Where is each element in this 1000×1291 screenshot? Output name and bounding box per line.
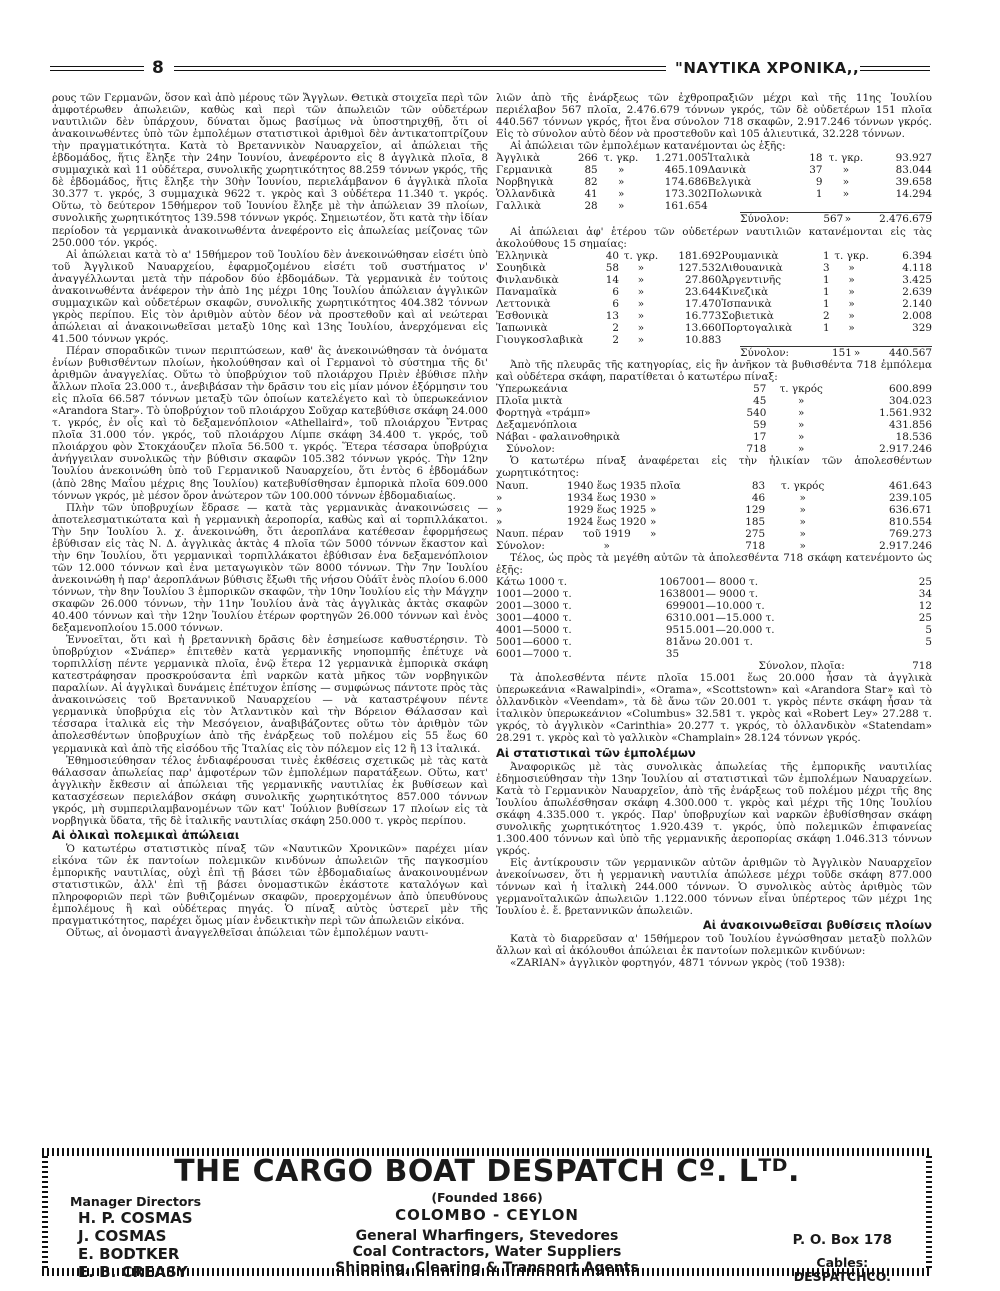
table-cell: Ναυπ. πέραν: [496, 527, 564, 540]
table-cell: 17.470: [684, 297, 722, 310]
table-cell: »: [798, 431, 805, 444]
table-cell: 2: [823, 309, 830, 322]
table-cell: Ναυπ.: [496, 479, 529, 492]
table-cell: 1940 ἕως 1935: [567, 479, 647, 492]
table-cell: 69: [665, 599, 680, 612]
table-cell: Δανικὰ: [707, 164, 747, 177]
table-cell: »: [842, 176, 850, 189]
table-row: [496, 504, 932, 516]
table-row: [496, 262, 932, 274]
paragraph: Ἐθημοσιεύθησαν τέλος ἐνδιαφέρουσαι τινὲς ἐκθέσεις σχετικῶς μὲ τὰς κατὰ θάλασσαν ἀπωλείας παρ' ἀμφοτέρων τῶν ἐμπολέμων παρατάξεων. Οὕτω, κατ' ἀγγλικὴν ἔκθεσιν αἱ ἀπώλειαι τῆς γερμανικῆς ναυτιλίας ἐκ βυθίσεων καὶ κατασχέσεων περιελάβον σκάφη συνολικῆς χωρητικότητος 857.000 τόννων γκρός, μὴ συμπεριλαμβανομένων τῶν κατ' Ἰούλιον βυθίσεων 17 πλοίων εἰς τὰ νορβηγικὰ ὕδατα, τῆς δὲ ἰταλικῆς ναυτιλίας σκάφη 250.000 τ. γκρὸς περίπου.: [52, 754, 488, 827]
table-cell: 1934 ἕως 1930: [567, 491, 647, 504]
table-cell: »: [799, 515, 806, 528]
table-cell: 37: [809, 164, 823, 177]
total-tonnage: 2.917.246: [879, 539, 932, 552]
table-cell: 3: [823, 261, 830, 274]
paragraph: Ὁ κατωτέρω στατιστικὸς πίναξ τῶν «Ναυτικῶν Χρονικῶν» παρέχει μίαν εἰκόνα τῶν ἐκ παντοίων πολεμικῶν κινδύνων ἀπωλειῶν τῆς παγκοσμίου ἐμπορικῆς ναυτιλίας, οὐχὶ ἐπὶ τῇ βάσει τῶν ἑβδομαδιαίως ἀνακοινουμένων στατιστικῶν, ἀλλ' ἐπὶ τῇ βάσει ὀνομαστικῶν ἑκάστοτε καταλόγων καὶ πληροφοριῶν περὶ τῶν βυθιζομένων σκαφῶν, προερχομένων ἀπὸ ὑπευθύνους ἐμπολέμους ἢ καὶ οὐδέτερας πηγάς. Ὁ πίναξ αὐτὸς ὑστερεῖ μὲν τῆς πραγματικότητος, παρέχει ὅμως μίαν ἐνδεικτικὴν περὶ τῶν ἀπωλειῶν εἰκόνα.: [52, 842, 488, 928]
table-cell: »: [637, 273, 645, 286]
service-line: General Wharfingers, Stevedores: [355, 1228, 619, 1244]
table-cell: 59: [753, 419, 767, 432]
table-cell: Γαλλικὰ: [496, 200, 541, 213]
table-cell: 41: [584, 188, 598, 201]
table-row: [496, 152, 932, 164]
header-rule-left: [50, 66, 144, 71]
table-cell: ἄνω 20.001 τ.: [679, 636, 753, 649]
table-cell: [822, 200, 869, 212]
manager-name: J. COSMAS: [78, 1227, 167, 1245]
table-row: [496, 383, 932, 395]
table-cell: 810.554: [889, 515, 932, 528]
total-count: 151: [820, 346, 852, 359]
total-label: Σύνολον:: [506, 443, 555, 456]
cargo-boat-advertisement: [42, 1148, 932, 1284]
table-cell: 1.561.932: [879, 407, 932, 420]
table-cell: Λιθουανικὰ: [721, 261, 783, 274]
table-cell: [800, 334, 829, 346]
table-row: [496, 176, 932, 188]
table-cell: »: [798, 407, 805, 420]
table-cell: [708, 200, 791, 212]
table-row: [496, 250, 932, 262]
table-cell: Γερμανικὰ: [496, 164, 553, 177]
table-cell: τ. γκρ.: [603, 152, 639, 165]
table-cell: 6001—7000 τ.: [496, 648, 572, 661]
table-cell: 2.639: [902, 285, 932, 298]
table-cell: »: [798, 395, 805, 408]
paragraph: Οὕτως, αἱ ὀνομαστὶ ἀναγγελθεῖσαι ἀπώλειαι τῶν ἐμπολέμων ναυτι-: [66, 927, 429, 940]
table-cell: Παναμαϊκὰ: [496, 285, 557, 298]
table-cell: Φορτηγὰ «τράμπ»: [496, 407, 591, 420]
table-cell: 769.273: [889, 527, 932, 540]
table-cell: 4001—5000 τ.: [496, 624, 572, 637]
table-cell: 46: [751, 491, 766, 504]
table-cell: 6.394: [902, 249, 932, 262]
table-cell: τ. γκρ.: [828, 152, 864, 165]
table-cell: τ. γκρός: [781, 479, 825, 492]
table-cell: 35: [665, 648, 680, 661]
table-cell: 13.660: [684, 321, 722, 334]
table-cell: Ἀργεντινῆς: [721, 273, 782, 286]
table-cell: 85: [584, 164, 598, 177]
table-cell: »: [637, 297, 645, 310]
total-unit: »: [853, 346, 861, 359]
total-count: 567: [813, 213, 843, 226]
table-cell: 1.271.005: [654, 152, 708, 165]
table-cell: 9001—10.000 τ.: [679, 599, 765, 612]
table-row: [496, 419, 932, 431]
table-cell: [679, 648, 845, 660]
paragraph: Εἰς ἀντίκρουσιν τῶν γερμανικῶν αὐτῶν ἀριθμῶν τὸ Ἀγγλικὸν Ναυαρχεῖον ἀνεκοίνωσεν, ὅτι ἡ γερμανικὴ ναυτιλία ἀπώλεσε μέχρι τοῦδε σκάφη 877.000 τόννων καὶ ἡ ἰταλικὴ 244.000 τόννων. Ὁ συνολικὸς αὐτὸς ἀριθμὸς τῶν γερμανοϊταλικῶν ἀπωλειῶν 1.122.000 τόννων εἶναι ὑπέρτερος τῶν μέχρι 1ης Ἰουλίου ἐ. ἔ. βρεταννικῶν ἀπωλειῶν.: [496, 856, 932, 918]
table-cell: 5: [925, 624, 932, 637]
table-row: [496, 648, 932, 660]
table-row: [496, 636, 932, 648]
paragraph: Ἐννοεῖται, ὅτι καὶ ἡ βρεταννικὴ δρᾶσις δὲν ἐσημείωσε καθυστέρησιν. Τὸ ὑποβρύχιον «Σνάπερ» ἐπιτεθὲν κατὰ γερμανικῆς νηοπομπῆς ἐπέτυχε νὰ τορπιλλίσῃ πέντε γερμανικὰ πλοῖα, ἐνῷ ἕτερα 12 γερμανικὰ ἐμπορικὰ σκάφη κατεστράφησαν προσκρούσαντα ἐπὶ ναρκῶν κατὰ μῆκος τῶν νορβηγικῶν παραλίων. Αἱ ἀγγλικαὶ δυνάμεις ἐπέτυχον ἐπίσης — συμφώνως πάντοτε πρὸς τὰς ἀνακοινώσεις τοῦ Βρεταννικοῦ Ναυαρχείου — νὰ καταστρέψουν πέντε γερμανικὰ ὑποβρύχια εἰς τὸν Ἀτλαντικὸν καὶ τὴν Βόρειον Θάλασσαν καὶ τέσσαρα ἰταλικὰ εἰς τὴν Μεσόγειον, ἀναβιβάζοντες οὕτω τὸν ἀριθμὸν τῶν ἀπολεσθέντων ὑποβρυχίων ἀπὸ τῆς ἐνάρξεως τοῦ πολέμου εἰς 55 ἕως 60 γερμανικὰ καὶ ἀπὸ τῆς εἰσόδου τῆς Ἰταλίας εἰς τὸν πόλεμον εἰς 12 ἢ 13 ἰταλικά.: [52, 634, 488, 755]
paragraph: ρους τῶν Γερμανῶν, ὅσον καὶ ἀπὸ μέρους τῶν Ἄγγλων. Θετικὰ στοιχεῖα περὶ τῶν ἀμφοτέρωθεν ἀπωλειῶν, καθὼς καὶ περὶ τῶν ἀπωλειῶν τῶν οὐδετέρων ναυτιλιῶν δὲν ὑπάρχουν, δύναται ὅμως βασίμως νὰ ὑποστηριχθῇ, ὅτι οἱ ἀνακοινωθέντες ὑπὸ τῶν ἐμπολέμων στατιστικοὶ ἀριθμοὶ δὲν ἀντικατοπτρίζουν τὴν πραγματικότητα. Κατὰ τὸ Βρεταννικὸν Ναυαρχεῖον, αἱ ἀπώλειαι τῆς ἑβδομάδος, ἥτις ἔληξε τὴν 24ην Ἰουνίου, ἀνεφέροντο εἰς 8 ἀγγλικὰ πλοῖα, 8 συμμαχικὰ καὶ 11 οὐδέτερα, συνολικῆς χωρητικότητος 88.259 τόννων γκρός, τῆς δὲ ἑβδομάδος, ἥτις ἔληξε τὴν 30ὴν Ἰουνίου, περιελάμβανον 6 ἀγγλικὰ πλοῖα 30.377 τ. γκρός, 3 συμμαχικὰ 9622 τ. γκρὸς καὶ 3 οὐδέτερα 11.340 τ. γκρός. Οὕτω, τὸ δεύτερον 15θήμερον τοῦ Ἰουνίου ἔληξε μὲ τὴν ἀπώλειαν 39 πλοίων, συνολικῆς χωρητικότητος 139.598 τόννων γκρός. Σημειωτέον, ὅτι κατὰ τὴν ἰδίαν περίοδον τὰ γερμανικὰ ἀνακοινωθέντα ἀνεφέροντο εἰς ἀπωλείας μείζονας τῶν 250.000 τόν. γκρός.: [52, 92, 488, 249]
total-count: 718: [746, 443, 767, 456]
table-row: [496, 600, 932, 612]
table-row: [496, 612, 932, 624]
table-cell: »: [649, 527, 657, 540]
table-cell: 1: [815, 188, 823, 201]
cables-label: Cables:: [816, 1255, 869, 1270]
paragraph: Ἀναφορικῶς μὲ τὰς συνολικὰς ἀπωλείας τῆς ἐμπορικῆς ναυτιλίας ἐδημοσιεύθησαν τὴν 13ην Ἰουλίου αἱ στατιστικαὶ τῶν ἐμπολέμων Ναυαρχείων. Κατὰ τὸ Γερμανικὸν Ναυαρχεῖον, ἀπὸ τῆς ἐνάρξεως τοῦ πολέμου μέχρι τῆς 8ης Ἰουλίου ἀπωλέσθησαν σκάφη 4.300.000 τ. γκρὸς καὶ μέχρι τῆς 10ης Ἰουλίου σκάφη 4.335.000 τ. γκρός. Παρ' ὑποβρυχίων καὶ ναρκῶν ἐβυθίσθησαν σκάφη συνολικῆς χωρητικότητος 1.920.439 τ. γκρός, ὑπὸ πολεμικῶν ἐπιφανείας 1.300.400 τόννων καὶ ὑπὸ τῆς γερμανικῆς ἀεροπορίας σκάφη 1.046.313 τόννων γκρός.: [496, 760, 932, 857]
table-cell: Δεξαμενόπλοια: [496, 419, 578, 432]
table-cell: 16.773: [684, 309, 722, 322]
table-cell: 2: [612, 333, 620, 346]
table-row: [496, 431, 932, 443]
paragraph: Ἀπὸ τῆς πλευρᾶς τῆς κατηγορίας, εἰς ἣν ἀνῆκον τὰ βυθισθέντα 718 ἐμπόλεμα καὶ οὐδέτερα σκάφη, παρατίθεται ὁ κατωτέρω πίναξ:: [496, 359, 932, 384]
table-cell: Κινεζικὰ: [721, 285, 769, 298]
paragraph: Κατὰ τὸ διαρρεῦσαν α' 15θήμερον τοῦ Ἰουλίου ἐγνώσθησαν μεταξὺ πολλῶν ἄλλων καὶ αἱ ἀκόλουθοι ἀπώλειαι ἐκ παντοίων πολεμικῶν κινδύνων:: [496, 933, 932, 958]
firm-location: COLOMBO - CEYLON: [395, 1206, 579, 1224]
table-cell: »: [649, 515, 657, 528]
table-cell: »: [617, 188, 625, 201]
table-cell: Ὑπερωκεάνια: [496, 383, 568, 396]
ship-size-table: [496, 576, 932, 672]
contact-block: [793, 1232, 892, 1284]
table-row: [496, 298, 932, 310]
table-cell: 83: [751, 479, 766, 492]
paragraph: Πλὴν τῶν ὑποβρυχίων ἔδρασε — κατὰ τὰς γερμανικὰς ἀνακοινώσεις — ἀποτελεσματικώτατα καὶ ἡ γερμανικὴ ἀεροπορία, καθὼς καὶ αἱ τορπιλλάκατοι. Τὴν 5ην Ἰουλίου λ. χ. ἀνεκοινώθη, ὅτι ἀεροπλάνα κατέθεσαν ἐφορμήσεως ἐβύθισαν εἰς τὰς Ν. Δ. ἀγγλικὰς ἀκτὰς 4 πλοῖα τῶν 5000 τόννων ἕκαστον καὶ τὴν 6ην Ἰουλίου, ὅτι γερμανικαὶ τορπιλλάκατοι ἐβύθισαν ἐνα δεξαμενόπλοιον τῶν 12.000 τόννων καὶ ἐνα μεταγωγικὸν τῶν 8000 τόννων. Τὴν 7ην Ἰουλίου ἀνεκοινώθη ἡ παρ' ἀεροπλάνων βύθισις ἔξωθι τῆς νήσου Οὐάϊτ ἑνὸς πλοίου 6.000 τόννων, τὴν 8ην Ἰουλίου 3 ἐμπορικῶν σκαφῶν, τὴν 10ην Ἰουλίου εἰς τὴν Μάγχην σκαφῶν 26.000 τόννων, τὴν 11ην Ἰουλίου ἀνὰ τὰς ἀγγλικὰς ἀκτὰς σκαφῶν 40.400 τόννων καὶ τὴν 12ην Ἰουλίου ἑτέρων φορτηγῶν 26.000 τόννων καὶ ἑνὸς δεξαμενοπλοίου 15.000 τόννων.: [52, 501, 488, 635]
total-unit: »: [798, 443, 805, 456]
table-cell: [869, 200, 932, 212]
neutral-total: [496, 346, 932, 359]
table-cell: »: [617, 164, 625, 177]
table-cell: 1: [823, 297, 830, 310]
service-line: Shipping, Clearing & Transport Agents: [335, 1260, 639, 1276]
table-row: [496, 322, 932, 334]
table-cell: »: [848, 297, 855, 310]
table-cell: [791, 200, 822, 212]
table-cell: »: [637, 309, 645, 322]
total-label: Σύνολον:: [496, 539, 545, 552]
table-cell: »: [649, 503, 657, 516]
table-cell: Νορβηγικὰ: [496, 176, 554, 189]
table-cell: »: [496, 515, 503, 528]
table-cell: 3.425: [902, 273, 932, 286]
table-cell: 636.671: [889, 503, 932, 516]
table-cell: 1: [823, 273, 830, 286]
table-cell: πλοῖα: [649, 479, 681, 492]
table-cell: »: [842, 164, 850, 177]
table-cell: 127.532: [678, 261, 722, 274]
table-row: [496, 588, 932, 600]
table-cell: 28: [584, 200, 598, 213]
table-row: [496, 334, 932, 346]
total-label: Σύνολον:: [740, 346, 819, 359]
table-cell: 163: [659, 587, 680, 600]
table-row: [496, 310, 932, 322]
header-rule-right: [860, 66, 930, 71]
table-cell: [845, 648, 932, 660]
table-cell: 1924 ἕως 1920: [567, 515, 647, 528]
table-cell: 275: [745, 527, 766, 540]
table-cell: Κάτω 1000 τ.: [496, 575, 568, 588]
table-cell: »: [637, 333, 645, 346]
table-cell: [873, 334, 932, 346]
table-cell: Ἰσπανικὰ: [721, 297, 772, 310]
table-cell: τοῦ 1919: [582, 527, 631, 540]
table-cell: »: [848, 309, 855, 322]
table-cell: Νάβαι - φαλαινοθηρικὰ: [496, 431, 621, 444]
table-cell: 239.105: [889, 491, 932, 504]
table-cell: »: [637, 261, 645, 274]
table-cell: 57: [753, 383, 767, 396]
table-cell: [830, 334, 874, 346]
table-cell: [721, 334, 800, 346]
total-count: 718: [745, 539, 766, 552]
table-cell: 304.023: [889, 395, 932, 408]
table-cell: 431.856: [889, 419, 932, 432]
total-tonnage: 2.917.246: [879, 443, 932, 456]
table-cell: 6: [612, 285, 620, 298]
ship-age-table: [496, 480, 932, 552]
table-row: [496, 480, 932, 492]
table-cell: 266: [577, 152, 598, 165]
paragraph: Αἱ ἀπώλειαι κατὰ τὸ α' 15θήμερον τοῦ Ἰουλίου δὲν ἀνεκοινώθησαν εἰσέτι ὑπὸ τοῦ Ἀγγλικοῦ Ναυαρχείου, ἐφαρμοζομένου εἰσέτι τοῦ συστήματος ν' ἀναγγέλλωνται μετὰ τὴν πάροδον δύο ἑβδομάδων. Τὰ γερμανικὰ ἐν τούτοις ἀνακοινωθέντα ἀνέφερον τὴν ἀπὸ 1ης μέχρι 10ης Ἰουλίου ἀπώλειαν ἀγγλικῶν συμμαχικῶν καὶ οὐδετέρων σκαφῶν, συνολικῆς χωρητικότητος 404.382 τόννων γκρὸς περίπου. Εἰς τὸν ἀριθμὸν αὐτὸν δέον νὰ προστεθοῦν καὶ αἱ νεώτεραι ἀπώλειαι αἱ ἀνακοινωθεῖσαι μεταξὺ 10ης καὶ 13ης Ἰουλίου, ἀνερχόμεναι εἰς 41.500 τόννων γκρός.: [52, 248, 488, 345]
table-cell: 106: [659, 575, 680, 588]
table-cell: 45: [753, 395, 767, 408]
table-cell: 25: [918, 612, 932, 625]
table-cell: Πολωνικὰ: [707, 188, 763, 201]
table-cell: »: [496, 503, 503, 516]
paragraph: Τέλος, ὡς πρὸς τὰ μεγέθη αὐτῶν τὰ ἀπολεσθέντα 718 σκάφη κατενέμοντο ὡς ἑξῆς:: [496, 551, 932, 576]
table-cell: »: [848, 285, 855, 298]
table-cell: »: [799, 527, 806, 540]
table-cell: 461.643: [889, 479, 932, 492]
table-cell: Πλοῖα μικτὰ: [496, 395, 563, 408]
belligerent-losses-table: [496, 152, 932, 212]
table-cell: 4.118: [902, 261, 932, 274]
table-cell: 39.658: [895, 176, 932, 189]
paragraph: «ZARIAN» ἀγγλικὸν φορτηγόν, 4871 τόννων γκρὸς (τοῦ 1938):: [510, 957, 846, 970]
table-cell: Πορτογαλικὰ: [721, 321, 793, 334]
table-cell: 129: [745, 503, 766, 516]
table-cell: 3001—4000 τ.: [496, 612, 572, 625]
table-cell: 173.302: [664, 188, 708, 201]
page-number: 8: [152, 58, 164, 78]
total-marker: »: [603, 539, 610, 552]
table-cell: 540: [746, 407, 767, 420]
table-cell: 2001—3000 τ.: [496, 599, 572, 612]
paragraph: Πέραν σποραδικῶν τινων περιπτώσεων, καθ' ἃς ἀνεκοινώθησαν τὰ ὀνόματα ἐνίων βυθισθέντων πλοίων, ἠκολούθησαν καὶ οἱ Γερμανοὶ τὸ σύστημα τῆς δι' ἀριθμῶν ἀναγγελίας. Οὕτω τὸ ὑποβρύχιον τοῦ πλοιάρχου Πριὲν ἐβύθισε πλὴν ἄλλων πλοῖα 23.000 τ., ἀνεβιβάσαν τὴν δρᾶσιν του εἰς μίαν μόνον ἐξόρμησιν του εἰς πλοῖα 66.587 τόννων μεταξὺ τῶν ὁποίων κατελέγετο καὶ τὸ ὑπερωκεάνιον «Arandora Star». Τὸ ὑποβρύχιον τοῦ πλοιάρχου Σοῦχαρ κατεβύθισε σκάφη 24.000 τ. γκρός, ἐν οἷς καὶ τὸ δεξαμενόπλοιον «Athellaird», τοῦ πλοιάρχου Ἔντρας πλοῖα 31.000 τόν. γκρός, τοῦ πλοιάρχου Λίμπε σκάφη 34.400 τ. γκρός, τοῦ πλοιάρχου φὸν Στοκχάουζεν πλοῖα 56.500 τ. γκρός. Ἕτερα τέσσαρα ὑποβρύχια ἀνήγγειλαν συνολικῶς τὴν βύθισιν σκαφῶν 105.382 τόννων γκρός. Τὴν 12ην Ἰουλίου ἀνεκοινώθη ὑπὸ τοῦ Γερμανικοῦ Ναυαρχείου, ὅτι ἐντὸς 6 ἑβδομάδων (ἀπὸ 28ης Μαΐου μέχρις 8ης Ἰουλίου) κατεβυθίσθησαν ἐμπορικὰ πλοῖα 609.000 τόννων γκρός, μὲ μέσον ὅρον ἀνώτερον τῶν 100.000 τόννων ἑβδομαδιαίως.: [52, 344, 488, 502]
table-row: [496, 188, 932, 200]
total-unit: »: [799, 539, 806, 552]
page-header: [50, 58, 930, 80]
belligerent-total: [496, 212, 932, 225]
service-line: Coal Contractors, Water Suppliers: [352, 1244, 622, 1260]
table-cell: 15.001—20.000 τ.: [679, 624, 775, 637]
section-heading: Αἱ στατιστικαὶ τῶν ἐμπολέμων: [496, 745, 696, 760]
table-cell: 82: [584, 176, 598, 189]
table-cell: 40: [605, 249, 620, 262]
manager-name: E. BODTKER: [78, 1245, 180, 1263]
table-cell: 9: [815, 176, 823, 189]
table-row: [496, 164, 932, 176]
table-cell: »: [798, 419, 805, 432]
table-cell: 63: [665, 612, 680, 625]
table-cell: 600.899: [889, 383, 932, 396]
table-cell: 161.654: [664, 200, 708, 213]
paragraph: Τὰ ἀπολεσθέντα πέντε πλοῖα 15.001 ἕως 20.000 ἦσαν τὰ ἀγγλικὰ ὑπερωκεάνια «Rawalpindi», «Orama», «Scottstown» καὶ «Arandora Star» καὶ τὸ ὁλλανδικὸν «Veendam», τὰ δὲ ἄνω τῶν 20.001 τ. γκρὸς πέντε σκάφη ἦσαν τὰ ἰταλικὸν ὑπερωκεάνιον «Columbus» 32.581 τ. γκρὸς καὶ «Robert Ley» 27.288 τ. γκρός, τὸ ἀγγλικὸν «Carinthia» 20.277 τ. γκρός, τὸ ὁλλανδικὸν «Statendam» 28.291 τ. γκρὸς καὶ τὸ γαλλικὸν «Champlain» 28.124 τόννων γκρός.: [496, 672, 932, 745]
manager-name: E. B. CREASY: [78, 1263, 188, 1281]
table-cell: 8001— 9000 τ.: [679, 587, 759, 600]
table-cell: 5001—6000 τ.: [496, 636, 572, 649]
table-cell: 27.860: [684, 273, 722, 286]
table-cell: »: [848, 273, 855, 286]
table-cell: »: [617, 200, 625, 213]
paragraph: λιῶν ἀπὸ τῆς ἐνάρξεως τῶν ἐχθροπραξιῶν μέχρι καὶ τῆς 11ης Ἰουλίου περιέλαβον 567 πλοῖα, 2.476.679 τόννων γκρός, τῶν δὲ οὐδετέρων 151 πλοῖα 440.567 τόννων γκρός, ἤτοι ἕνα σύνολον 718 σκαφῶν, 2.917.246 τόννων γκρός. Εἰς τὸ σύνολον αὐτὸ δέον νὰ προστεθοῦν καὶ 105 ἁλιευτικά, 32.228 τόννων.: [496, 92, 932, 141]
firm-name: THE CARGO BOAT DESPATCH Cº. Lᵀᴰ.: [174, 1154, 800, 1189]
table-cell: »: [848, 261, 855, 274]
table-cell: Ἐσθονικὰ: [496, 309, 549, 322]
total-count: 718: [912, 660, 932, 673]
manager-name: H. P. COSMAS: [78, 1209, 193, 1227]
total-unit: »: [844, 213, 852, 226]
table-cell: 2: [612, 321, 620, 334]
paragraph: Αἱ ἀπώλειαι ἀφ' ἑτέρου τῶν οὐδετέρων ναυτιλιῶν κατανέμονται εἰς τὰς ἀκολούθους 15 σημαίας:: [496, 225, 932, 250]
table-cell: 2.140: [902, 297, 932, 310]
table-cell: 1001—2000 τ.: [496, 587, 572, 600]
header-rule-middle: [174, 66, 666, 71]
publication-title: "ΝΑΥΤΙΚΑ ΧΡΟΝΙΚΑ,,: [675, 59, 860, 77]
table-cell: »: [617, 176, 625, 189]
table-cell: 6: [612, 297, 620, 310]
table-cell: Ρουμανικὰ: [721, 249, 779, 262]
table-cell: 12: [918, 599, 932, 612]
table-cell: »: [799, 503, 806, 516]
paragraph: Αἱ ἀπώλειαι τῶν ἐμπολέμων κατανέμονται ὡς ἑξῆς:: [510, 140, 786, 153]
table-cell: 18.536: [895, 431, 932, 444]
table-cell: »: [799, 491, 806, 504]
table-cell: Ἀγγλικὰ: [496, 152, 541, 165]
section-heading: Αἱ ἀνακοινωθεῖσαι βυθίσεις πλοίων: [702, 918, 932, 933]
table-row: [496, 395, 932, 407]
table-cell: Γιουγκοσλαβικὰ: [496, 333, 584, 346]
table-cell: 174.686: [664, 176, 708, 189]
table-cell: »: [637, 285, 645, 298]
total-tonnage: 440.567: [862, 346, 932, 359]
table-cell: 13: [605, 309, 620, 322]
table-cell: Βελγικὰ: [707, 176, 752, 189]
table-cell: 81: [665, 636, 680, 649]
table-cell: 83.044: [895, 164, 932, 177]
table-cell: 329: [912, 321, 932, 334]
table-row: [496, 407, 932, 419]
table-cell: 14: [605, 273, 620, 286]
table-cell: 10.883: [684, 333, 722, 346]
table-row: [496, 200, 932, 212]
table-cell: 58: [605, 261, 620, 274]
section-heading: Αἱ ὁλικαὶ πολεμικαὶ ἀπώλειαι: [52, 827, 240, 842]
table-cell: 1: [823, 285, 830, 298]
table-cell: Φινλανδικὰ: [496, 273, 559, 286]
table-cell: τ. γκρ.: [834, 249, 869, 262]
po-box: P. O. Box 178: [792, 1232, 892, 1248]
table-cell: 185: [745, 515, 766, 528]
table-cell: 14.294: [895, 188, 932, 201]
total-tonnage: 2.476.679: [853, 213, 932, 226]
table-cell: 23.644: [684, 285, 722, 298]
table-cell: 1929 ἕως 1925: [567, 503, 647, 516]
table-row: [496, 286, 932, 298]
table-row: [496, 624, 932, 636]
table-cell: Ἰαπωνικὰ: [496, 321, 548, 334]
table-cell: Ἑλληνικὰ: [496, 249, 549, 262]
table-row: [496, 516, 932, 528]
managers-heading: Manager Directors: [70, 1194, 202, 1209]
table-cell: Ὁλλανδικὰ: [496, 188, 556, 201]
table-cell: 2.008: [902, 309, 932, 322]
table-cell: 17: [753, 431, 767, 444]
table-row: [496, 274, 932, 286]
table-cell: 465.109: [664, 164, 708, 177]
total-label: Σύνολον:: [740, 213, 813, 226]
table-cell: »: [637, 321, 645, 334]
table-cell: Ἰταλικὰ: [707, 152, 751, 165]
table-row: [496, 528, 932, 540]
table-cell: 1: [823, 249, 830, 262]
table-cell: 95: [665, 624, 680, 637]
ship-category-table: [496, 383, 932, 455]
total-label: Σύνολον, πλοῖα:: [758, 660, 845, 673]
table-cell: 25: [918, 575, 932, 588]
table-cell: 10.001—15.000 τ.: [679, 612, 775, 625]
table-cell: 7001— 8000 τ.: [679, 575, 759, 588]
table-cell: 18: [809, 152, 823, 165]
table-cell: Λεττονικὰ: [496, 297, 551, 310]
table-cell: τ. γκρ.: [623, 249, 659, 262]
table-cell: 1: [823, 321, 830, 334]
cables-address: DESPATCHCO.: [793, 1269, 891, 1284]
founded-line: (Founded 1866): [431, 1190, 543, 1205]
right-column: [496, 92, 932, 969]
table-cell: 5: [925, 636, 932, 649]
neutral-losses-table: [496, 250, 932, 346]
table-row: [496, 576, 932, 588]
left-column: [52, 92, 488, 939]
table-cell: »: [649, 491, 657, 504]
table-cell: »: [848, 321, 855, 334]
table-cell: Σουηδικὰ: [496, 261, 546, 274]
table-cell: Σοβιετικὰ: [721, 309, 774, 322]
table-cell: »: [842, 188, 850, 201]
table-row: [496, 492, 932, 504]
table-cell: 93.927: [895, 152, 932, 165]
table-cell: 34: [918, 587, 932, 600]
table-cell: »: [496, 491, 503, 504]
table-cell: τ. γκρός: [779, 383, 823, 396]
paragraph: Ὁ κατωτέρω πίναξ ἀναφέρεται εἰς τὴν ἡλικίαν τῶν ἀπολεσθέντων χωρητικότητος:: [496, 455, 932, 480]
table-cell: 181.692: [678, 249, 722, 262]
